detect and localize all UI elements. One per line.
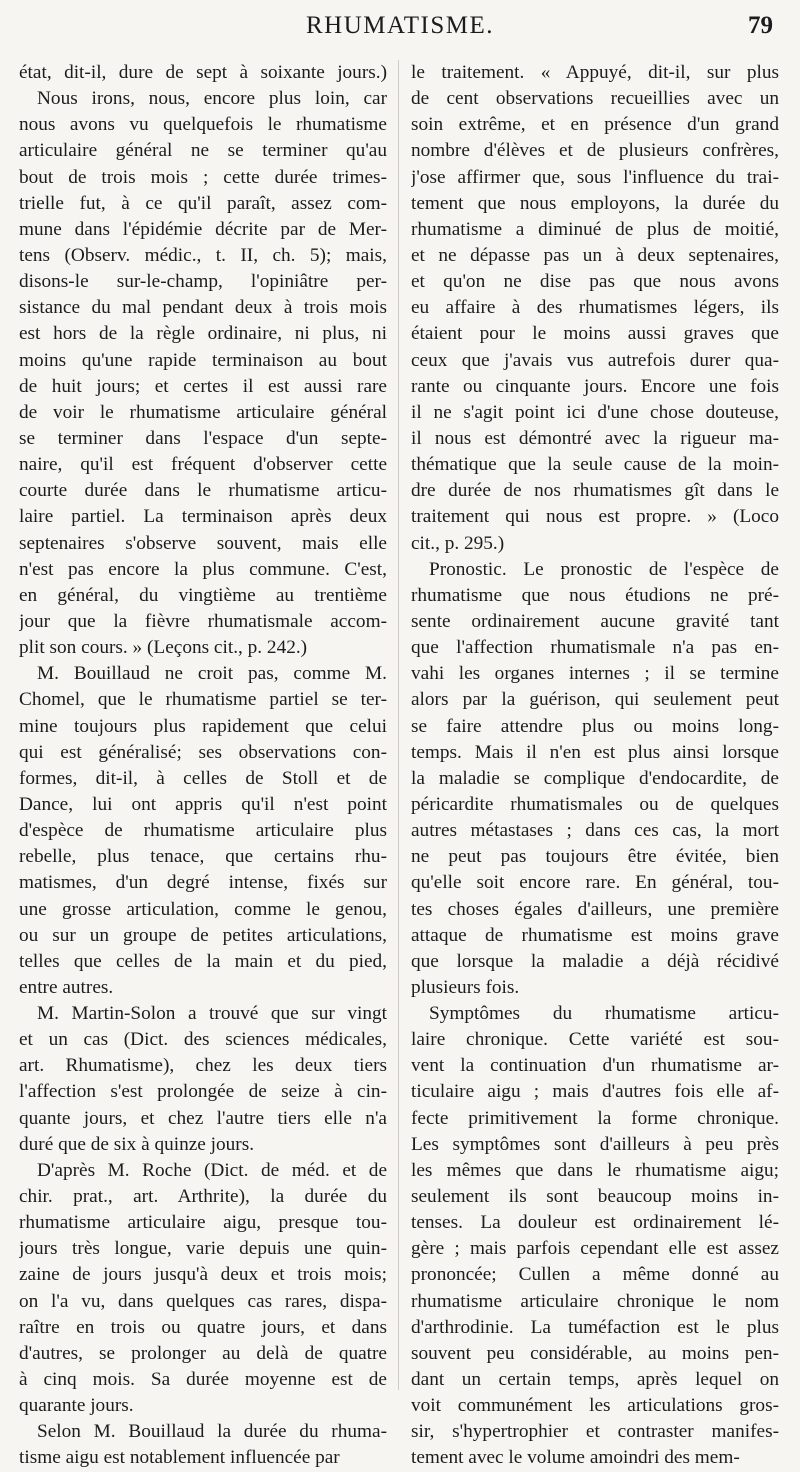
text-line: à cinq mois. Sa durée moyenne est de <box>19 1369 387 1391</box>
text-line: D'après M. Roche (Dict. de méd. et de <box>37 1159 387 1181</box>
text-line: rhumatisme que nous étudions ne pré- <box>411 584 779 606</box>
text-line: qu'elle soit encore rare. En général, tou- <box>411 872 779 894</box>
text-line: duré que de six à quinze jours. <box>19 1133 255 1155</box>
text-line: rhumatisme a diminué de plus de moitié, <box>411 218 779 240</box>
text-line: ceux que j'avais vus autrefois durer qua- <box>411 349 779 371</box>
text-line: dre durée de nos rhumatismes gît dans le <box>411 480 779 502</box>
text-line: on l'a vu, dans quelques cas rares, dispa- <box>19 1290 387 1312</box>
text-line: n'est pas encore la plus commune. C'est, <box>19 558 387 580</box>
text-line: dant un certain temps, après lequel on <box>411 1369 779 1391</box>
text-line: vahi les organes internes ; il se termine <box>411 663 779 685</box>
text-line: seulement ils sont beaucoup moins in- <box>411 1186 779 1208</box>
text-line: laire partiel. La terminaison après deux <box>19 506 387 528</box>
text-line: voit communément les articulations gros- <box>411 1395 779 1417</box>
text-line: articulaire général ne se terminer qu'au <box>19 140 387 162</box>
text-line: souvent peu considérable, au moins pen- <box>411 1342 779 1364</box>
text-line: nous avons vu quelquefois le rhumatisme <box>19 114 387 136</box>
text-line: ne peut pas toujours être évitée, bien <box>411 846 779 868</box>
text-line: la maladie se complique d'endocardite, de <box>411 767 779 789</box>
text-line: de voir le rhumatisme articulaire général <box>19 401 387 423</box>
text-line: le traitement. « Appuyé, dit-il, sur plus <box>411 62 779 83</box>
text-line: chir. prat., art. Arthrite), la durée du <box>19 1186 387 1208</box>
text-line: d'arthrodinie. La tuméfaction est le plus <box>411 1316 779 1338</box>
text-line: formes, dit-il, à celles de Stoll et de <box>19 767 387 789</box>
text-line: courte durée dans le rhumatisme articu- <box>19 480 387 502</box>
text-line: j'ose affirmer que, sous l'influence du trai- <box>411 166 779 188</box>
text-line: mune dans l'épidémie décrite par de Mer- <box>19 218 387 240</box>
text-line: sir, s'hypertrophier et contraster manifes- <box>411 1421 779 1443</box>
text-line: tenses. La douleur est ordinairement lé- <box>411 1212 779 1234</box>
text-line: de cent observations recueillies avec un <box>411 88 779 110</box>
text-line: tement que nous employons, la durée du <box>411 192 779 214</box>
text-line: sistance du mal pendant deux à trois mois <box>19 297 387 319</box>
text-line: tes choses égales d'ailleurs, une première <box>411 898 779 920</box>
column-gutter <box>398 60 399 1390</box>
text-line: Symptômes du rhumatisme articu- <box>429 1003 779 1025</box>
text-line: soin extrême, et en présence d'un grand <box>411 114 779 136</box>
text-line: les mêmes que dans le rhumatisme aigu; <box>411 1159 779 1181</box>
text-line: se terminer dans l'espace d'un septe- <box>19 427 387 449</box>
text-line: disons-le sur-le-champ, l'opiniâtre per- <box>19 271 387 293</box>
text-line: que lorsque la maladie a déjà récidivé <box>411 950 779 972</box>
text-line: rante ou cinquante jours. Encore une fois <box>411 375 779 397</box>
text-line: plusieurs fois. <box>411 976 520 998</box>
text-line: naire, qu'il est fréquent d'observer cette <box>19 454 387 476</box>
text-line: ou sur un groupe de petites articulations, <box>19 924 387 946</box>
text-line: il ne s'agit point ici d'une chose douteuse, <box>411 401 779 423</box>
text-line: attaque de rhumatisme est moins grave <box>411 924 779 946</box>
text-line: trielle fut, à ce qu'il paraît, assez com- <box>19 192 387 214</box>
text-line: en général, du vingtième au trentième <box>19 584 387 606</box>
page-number: 79 <box>748 12 773 39</box>
text-line: est hors de la règle ordinaire, ni plus, ni <box>19 323 387 345</box>
text-line: nombre d'élèves et de plusieurs confrères, <box>411 140 779 162</box>
text-line: matismes, d'un degré intense, fixés sur <box>19 872 387 894</box>
text-line: vent la continuation d'un rhumatisme ar- <box>411 1055 779 1077</box>
text-line: zaine de jours jusqu'à deux et trois mois; <box>19 1264 387 1286</box>
text-line: traitement qui nous est propre. » (Loco <box>411 506 779 528</box>
text-line: art. Rhumatisme), chez les deux tiers <box>19 1055 387 1077</box>
text-line: bout de trois mois ; cette durée trimes- <box>19 166 387 188</box>
text-line: quarante jours. <box>19 1395 134 1417</box>
text-line: Pronostic. Le pronostic de l'espèce de <box>429 558 779 580</box>
running-title: RHUMATISME. <box>305 12 495 39</box>
text-line: d'autres, se prolonger au delà de quatre <box>19 1342 387 1364</box>
text-line: jour que la fièvre rhumatismale accom- <box>19 610 387 632</box>
text-line: M. Bouillaud ne croit pas, comme M. <box>37 663 387 685</box>
text-line: quante jours, et chez l'autre tiers elle n'a <box>19 1107 387 1129</box>
text-line: tens (Observ. médic., t. II, ch. 5); mais, <box>19 244 387 266</box>
text-line: et ne dépasse pas un à deux septenaires, <box>411 244 779 266</box>
text-line: cit., p. 295.) <box>411 532 505 554</box>
text-line: ticulaire aigu ; mais d'autres fois elle af- <box>411 1081 779 1103</box>
text-line: sente ordinairement aucune gravité tant <box>411 610 779 632</box>
text-line: alors par la guérison, qui seulement peut <box>411 689 779 711</box>
text-line: eu affaire à des rhumatismes légers, ils <box>411 297 779 319</box>
text-line: laire chronique. Cette variété est sou- <box>411 1029 779 1051</box>
text-line: Dance, lui ont appris qu'il n'est point <box>19 793 387 815</box>
page-header <box>0 6 800 46</box>
text-line: de huit jours; et certes il est aussi rare <box>19 375 387 397</box>
text-line: étaient pour le moins aussi graves que <box>411 323 779 345</box>
text-line: telles que celles de la main et du pied, <box>19 950 387 972</box>
text-line: entre autres. <box>19 976 114 998</box>
text-line: une grosse articulation, comme le genou, <box>19 898 387 920</box>
right-column <box>411 60 779 1472</box>
text-line: Les symptômes sont d'ailleurs à peu près <box>411 1133 779 1155</box>
text-line: que l'affection rhumatismale n'a pas en- <box>411 637 779 659</box>
text-line: raître en trois ou quatre jours, et dans <box>19 1316 387 1338</box>
text-line: l'affection s'est prolongée de seize à cin- <box>19 1081 387 1103</box>
text-line: septenaires s'observe souvent, mais elle <box>19 532 387 554</box>
text-line: thématique que la seule cause de la moin- <box>411 454 779 476</box>
text-line: tisme aigu est notablement influencée par <box>19 1447 340 1469</box>
text-line: qui est généralisé; ses observations con- <box>19 741 387 763</box>
text-line: et un cas (Dict. des sciences médicales, <box>19 1029 387 1051</box>
text-line: rhumatisme articulaire chronique le nom <box>411 1290 779 1312</box>
text-line: Chomel, que le rhumatisme partiel se ter- <box>19 689 387 711</box>
text-line: tement avec le volume amoindri des mem- <box>411 1447 740 1469</box>
text-line: rebelle, plus tenace, que certains rhu- <box>19 846 387 868</box>
text-line: et qu'on ne dise pas que nous avons <box>411 271 779 293</box>
text-line: jours très longue, varie depuis une quin- <box>19 1238 387 1260</box>
text-line: prononcée; Cullen a même donné au <box>411 1264 779 1286</box>
text-line: Nous irons, nous, encore plus loin, car <box>37 88 387 110</box>
text-line: péricardite rhumatismales ou de quelques <box>411 793 779 815</box>
text-line: Selon M. Bouillaud la durée du rhuma- <box>37 1421 387 1443</box>
text-line: moins qu'une rapide terminaison au bout <box>19 349 387 371</box>
text-line: fecte primitivement la forme chronique. <box>411 1107 779 1129</box>
text-line: rhumatisme articulaire aigu, presque tou- <box>19 1212 387 1234</box>
text-line: état, dit-il, dure de sept à soixante jours.) <box>19 62 387 83</box>
text-line: plit son cours. » (Leçons cit., p. 242.) <box>19 637 308 659</box>
text-line: autres métastases ; dans ces cas, la mort <box>411 820 779 842</box>
text-line: temps. Mais il n'en est plus ainsi lorsque <box>411 741 779 763</box>
text-line: il nous est démontré avec la rigueur ma- <box>411 427 779 449</box>
text-line: mine toujours plus rapidement que celui <box>19 715 387 737</box>
text-line: d'espèce de rhumatisme articulaire plus <box>19 820 387 842</box>
left-column <box>19 60 387 1472</box>
text-line: se faire attendre plus ou moins long- <box>411 715 779 737</box>
text-line: gère ; mais parfois cependant elle est assez <box>411 1238 779 1260</box>
text-line: M. Martin-Solon a trouvé que sur vingt <box>37 1003 387 1025</box>
